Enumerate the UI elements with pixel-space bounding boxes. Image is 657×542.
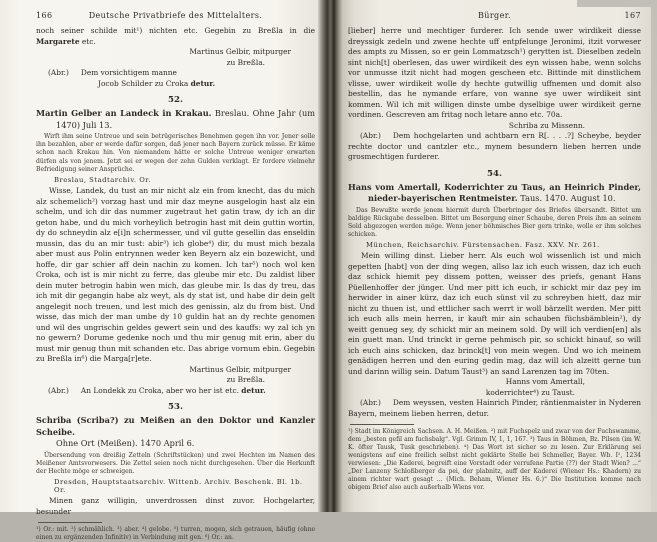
abr-label: (Abr.) [48,385,69,395]
signature-line: zu Breßla. [226,57,265,67]
text-run: Jocob Schilder zu Croka [98,78,191,88]
letter-53-number: 53. [168,402,183,413]
footnote-rule-left [38,522,102,523]
heading-bold: Schriba (Scriba?) zu Meißen an den Doktor und Kanzler Scheibe. [36,415,315,437]
signature-line: koderrichter⁴) zu Taust. [485,387,575,397]
text-run: Dem weyssen, vesten Hainrich Pinder, räntienmaister in Nyderen Bayern, meinem lieben herren, detur. [348,398,641,418]
letter-54-archive-ref: München, Reichsarchiv. Fürstensachen. Fasz. XXV. Nr. 261. [366,241,600,250]
footnotes-left: ¹) Or.: mit. ²) schmählich. ³) aber. ⁴) gelobe. ⁵) turren, mogen, sich getrauen, häufig (ohne einen zu ergänzenden Infinitiv) in Verbindung mit gen. ⁶) Or.: an. [36,526,315,542]
text-run: Dem vorsichtigem manne [80,68,177,77]
signature-line: zu Breßla. [226,375,265,385]
running-title-right: Bürger. [478,11,511,20]
letter-54-body: Mein willing dinst. Lieber herr. Als euch wol wissenlich ist und mich gepetten [habt] von der ding wegen, allso laz ich euch wissen, daz ich euch daz schick hiemit pey dissem potten, weisser des priefs, genant Hans Püellenhoffer der jünger. Und mer pitt ich euch, ir schickt mir daz pey im herwider in ainer kürz, daz ich euch sünst vil zu schreyben hiett, daz mir nicht zu thuen ist, und ettlicher sach werrt ir woll bärzellt werden. Mer pitt ich euch alls mein herren, ir kauft mir ain schauben füchsbämblein²), dy weitt genueg sey, dy schickt mir an meinem sold. Dy will ich verdien[en] als ein guett man. Und trinckt ir gerne pehmisch pir, so schickt hinauf, so will ich euch ains schicken, daz brinck[t] von mein wegen. Und wo ich meinem genädigen herren und den euring gedin mag, daz will ich alzeitt gerne tun und darinn willig sein. Datum Taust³) an sand Larenzen tag im 70ten. [348,251,641,376]
text-run: noch seiner schilde mit¹) nichten etc. Gegebin zu Breßla in die [36,26,315,35]
scan-edge-right [651,0,657,512]
heading-bold: Martin Gelber an Landeck in Krakau. [36,108,212,118]
signature-line: Martinus Gelbir, mitpurger [189,364,291,374]
text-run: An Londekk zu Croka, aber wo her ist etc. [80,385,242,395]
text-run: etc. [79,36,96,46]
letter-53-regest: Übersendung von dreißig Zetteln (Schriftstücken) und zwei Hechten im Namen des Meißener Amtsvorwesers. Die Zettel seien noch nicht durchgesehen. Über die Herkunft der Hechte möge er schweigen. [36,451,315,475]
signature-line: Martinus Gelbir, mitpurger [189,47,291,56]
page-left [0,0,320,542]
letter-51-continuation [36,26,315,47]
text-run-bold: detur. [190,78,216,88]
letter-51-address [36,68,315,89]
footnotes-right: ¹) Stadt im Königreich Sachsen. A. H. Meißen. ²) mit Fuchspelz und zwar von der Fuchswamme, dem „besten gefil am fuchsbalg“. Vgl. Grimm IV, 1, 1, 167. ³) Taus in Böhmen, Bz. Pilsen (im W. K. öfter Tausk, Tusk geschrieben). ⁴) Das Wort ist sicher so zu lesen. Zur Erklärung sei wenigstens auf eine freilich selbst nicht geklärte Stelle bei Schmeller, Bayer. Wb. I², 1234 verwiesen: „Die Kaderei, begreift eine Vorstadt oder verrufene Partie (??) der Stadt Wien? ...“ „Der Lanzeny Schloßberger da pei, der plabnitz, auff der Kaderei (Wiener Hs.: Khadern) zu ainem richter wart gesagt ... (Mich. Beham, Wiener Hs. 6.)“ Die Institution komme nach obigem Brief also auch außerhalb Wiens vor. [348,428,641,492]
letter-52-address [36,386,315,397]
page-number-left: 166 [36,11,53,20]
text-run: Dem hochgelarten und achtbarn ern R[. . . .?] Scheybe, beyder rechte doctor und cantzler etc., mynem besundern lieben herren unde grosmechtigen furderer. [348,131,641,161]
page-header-right [348,11,641,20]
page-number-right: 167 [624,11,641,20]
letter-54-address [348,398,641,419]
letter-53-continuation: [lieber] herre und mechtiger furderer. Ich sende uwer wirdikeit diesse dreyssigk zedeln und zwene hechte uff entpfelunge Jeronimi, itzit vorweser des ampts zu Missen, so er gein Lommatzsch¹) gerytten ist. Dieselben zedeln sint nich[t] oberlesen, das uwer wirdikeit des eyn wissen habe, wenn solchs vor unmusse itzit nicht had mogen gescheen etc. Bittinde mit dinstlichem vlisse, uwer wirdikeit wolle dy hechte gutwillig uffnemen und domit also bestellin, das he nymande erfare, von wanne sye uwer wirdikeit sint kommen. Wil ich mit willigen dinste umbe dyselbige uwer wirdikeit gerne vordinen. Gescreven am fritag noch letare anno etc. 70a. [348,26,641,119]
letter-52-signature [36,365,315,386]
address-line [36,68,315,79]
letter-53-heading [36,415,315,438]
heading-date: Taus. 1470. August 10. [517,193,616,203]
abr-label: (Abr.) [360,398,381,408]
letter-52-body: Wisse, Landek, du tust an mir nicht alz ein from knecht, das du mich alz schemelich²) vorzag hast und mir daz meyne ausgelogin hast alz ein schelm, und ich dir das nummer zugetraut het gatin traw, dy ich an dir geton habe, und du mich vorheylich betrogin hast mit dein guttin wortin, dy do schneydin alz e[i]n schermesser, und vil gutte gesellin das enseldin mussin, das du an mir tust: abir³) ich globe⁴) dir, du must mich bezala aber must aus Polin entrynnen weder ken Beyern alz ein bozewicht, und hoffe, dir gar schier aff dein nachin zu komen. Ich tar⁵) noch wol ken Croka, och ist is mir nicht zu ferre, das gleube mir etc. Du zaldist liber dein muter betrogin habin wen mich, das gleube mir. Is das dy treu, das ich mit dir gegangin habe alz weyt, als dy stat ist, und habe dir dein gelt angelegit noch treuen, und lest mich des genissin, alz du from bist. Und wisse, das mich der man umbe dy 10 guldin hat an dy rechte genomen und wil des ungrischin geldes gewert sein und des kauffs: wy zal ich yn no gewern? Dorume gedenke noch und thu mir genug mit erin, aber du must mir genug thun mit schanden etc. Das abrige vornum ebin. Gegebin zu Breßla in⁶) die Marga[r]ete. [36,186,315,364]
signature-line: Hanns vom Amertall, [505,377,585,387]
address-line [36,79,315,90]
footnote-rule-right [350,424,414,425]
letter-53-archive-ref: Dresden, Hauptstaatsarchiv. Wittenb. Archiv. Beschenk. Bl. 1b. Or. [54,478,303,495]
heading-date: Breslau. Ohne Jahr (um 1470) Juli 13. [56,108,315,130]
letter-52-regest: Wirft ihm seine Untreue und sein betrügerisches Benehmen gegen ihn vor. Jener solle ihn bezahlen, aber er werde dafür sorgen, daß jener nach Bayern zurück müsse. Er käme schon nach Krakau hin. Von niemandem hätte er solche Untreue weniger erwarten dürfen als von jenem. Jetzt sei er wegen der zehn Gulden verklagt. Er fordere vielmehr Befriedigung seiner Ansprüche. [36,133,315,173]
letter-54-number: 54. [487,168,502,179]
letter-53-heading-date: Ohne Ort (Meißen). 1470 April 6. [56,438,195,449]
text-run-bold: detur. [241,385,266,395]
text-run-bold: Margarete [36,36,80,46]
heading-bold: Hans vom Amertall, Koderrichter zu Taus, an Heinrich Pinder, nieder-bayerischen Rentmeister. [348,181,641,203]
letter-53-signature: Schriba zu Missenn. [508,120,585,130]
letter-52-heading [36,108,315,131]
address-line [348,398,641,419]
book-gutter-shadow [318,0,342,512]
letter-51-signature [36,47,315,68]
page-right [342,0,657,512]
letter-54-heading [348,182,641,205]
address-line [36,386,315,397]
abr-label: (Abr.) [48,68,69,77]
address-line [348,131,641,163]
scan-edge-top-right [577,0,657,7]
letter-54-regest: Das Bewußte werde jenem hiermit durch Überbringer des Briefes übersandt. Bittet um baldige Rückgabe desselben. Bittet um Besorgung einer Schaube, deren Preis ihm an seinem Sold abgezogen werden möge. Wenn jener böhmisches Bier gern trinke, wolle er ihm solches schicken. [348,206,641,239]
page-header-left [36,11,315,20]
letter-53-body-first-line: Minen ganz willigin, unverdrossen dinst zuvor. Hochgelarter, besunder [36,496,315,516]
letter-52-archive-ref: Breslau, Stadtarchiv. Or. [54,176,151,185]
letter-54-signature [348,377,641,398]
abr-label: (Abr.) [360,131,381,140]
letter-52-number: 52. [168,95,183,105]
letter-53-address [348,131,641,163]
running-title-left: Deutsche Privatbriefe des Mittelalters. [88,11,263,20]
